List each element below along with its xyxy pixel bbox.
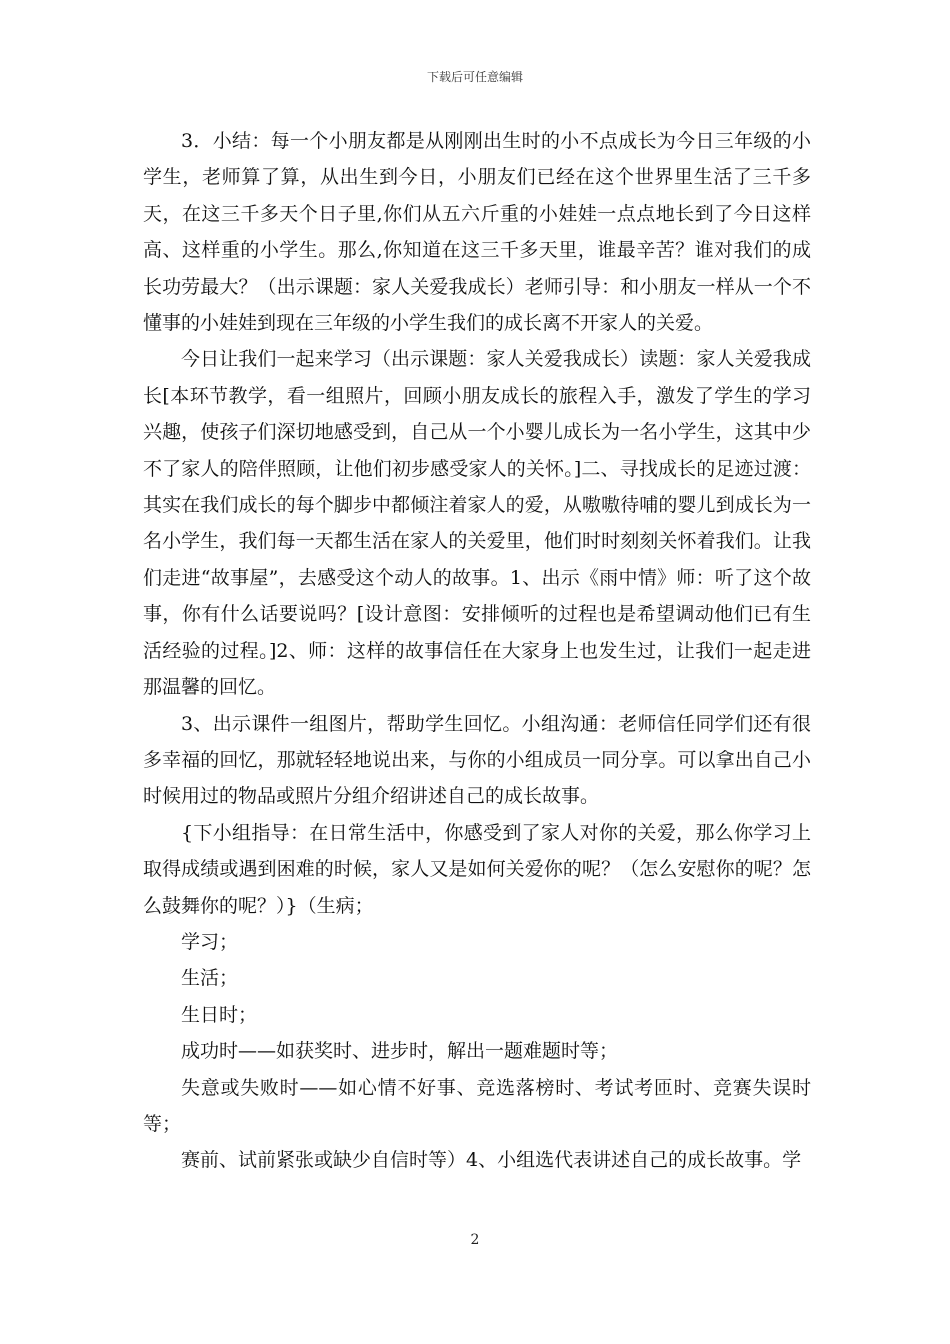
paragraph: 生日时；	[181, 1003, 258, 1026]
paragraph: 今日让我们一起来学习（出示课题：家人关爱我成长）读题：家人关爱我成长[本环节教学，看一组照片，回顾小朋友成长的旅程入手，激发了学生的学习兴趣，使孩子们深切地感受到，自己从一个小婴儿成长为一名小学生，这其中少不了家人的陪伴照顾，让他们初步感受家人的关怀。]二、寻找成长的足迹过渡：其实在我们成长的每个脚步中都倾注着家人的爱，从嗷嗷待哺的婴儿到成长为一名小学生，我们每一天都生活在家人的关爱里，他们时时刻刻关怀着我们。让我们走进“故事屋”，去感受这个动人的故事。1、出示《雨中情》师：听了这个故事，你有什么话要说吗？[设计意图：安排倾听的过程也是希望调动他们已有生活经验的过程。]2、师：这样的故事信任在大家身上也发生过，让我们一起走进那温馨的回忆。	[143, 348, 811, 699]
paragraph: 成功时——如获奖时、进步时，解出一题难题时等；	[181, 1040, 619, 1063]
paragraph: 赛前、试前紧张或缺少自信时等）4、小组选代表讲述自己的成长故事。学	[181, 1149, 802, 1172]
paragraph: {下小组指导：在日常生活中，你感受到了家人对你的关爱，那么你学习上取得成绩或遇到困难的时候，家人又是如何关爱你的呢？（怎么安慰你的呢？怎么鼓舞你的呢？）}（生病；	[143, 821, 811, 917]
paragraph: 失意或失败时——如心情不好事、竞选落榜时、考试考匝时、竞赛失误时等；	[143, 1076, 811, 1135]
paragraph: 学习；	[181, 930, 239, 953]
paragraph: 生活；	[181, 967, 239, 990]
paragraph: 3、出示课件一组图片，帮助学生回忆。小组沟通：老师信任同学们还有很多幸福的回忆，那就轻轻地说出来，与你的小组成员一同分享。可以拿出自己小时候用过的物品或照片分组介绍讲述自己的成长故事。	[143, 712, 811, 808]
page-header: 下载后可任意编辑	[426, 70, 523, 84]
paragraph: 3．小结：每一个小朋友都是从刚刚出生时的小不点成长为今日三年级的小学生，老师算了算，从出生到今日，小朋友们已经在这个世界里生活了三千多天，在这三千多天个日子里,你们从五六斤重的小娃娃一点点地长到了今日这样高、这样重的小学生。那么,你知道在这三千多天里，谁最辛苦？谁对我们的成长功劳最大？（出示课题：家人关爱我成长）老师引导：和小朋友一样从一个不懂事的小娃娃到现在三年级的小学生我们的成长离不开家人的关爱。	[143, 130, 811, 335]
page-number: 2	[470, 1232, 480, 1248]
document-body	[143, 123, 811, 1179]
